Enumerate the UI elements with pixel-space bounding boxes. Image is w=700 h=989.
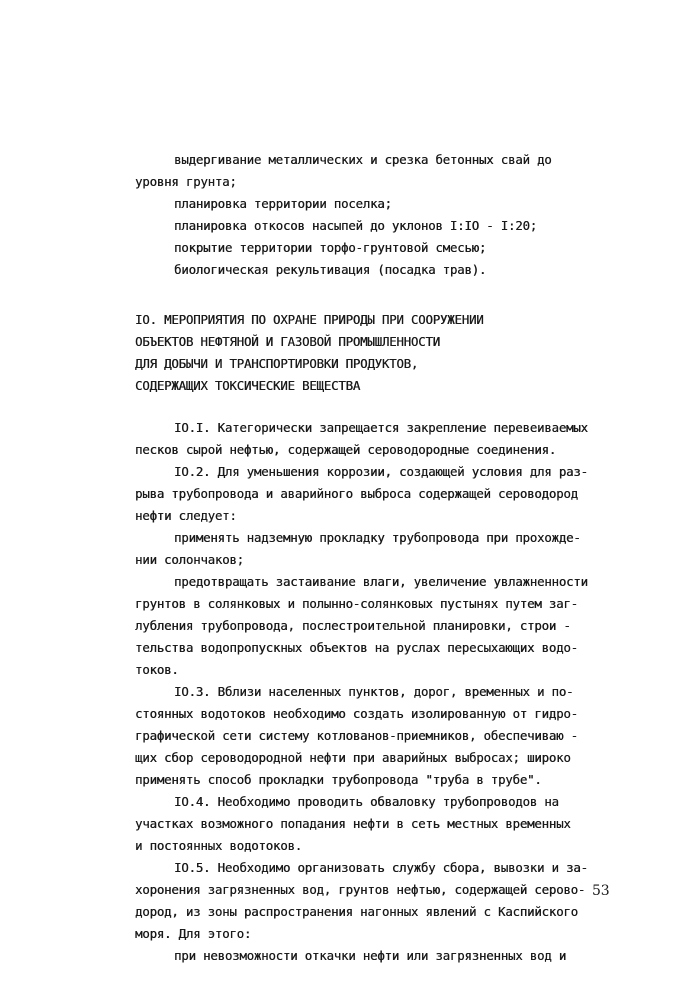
body-line: стоянных водотоков необходимо создать изолированную от гидро- xyxy=(135,706,578,721)
page-number: 53 xyxy=(592,883,610,899)
intro-line: выдергивание металлических и срезка бетонных свай до xyxy=(174,152,552,167)
body-line: IO.3. Вблизи населенных пунктов, дорог, временных и по- xyxy=(174,684,574,699)
body-line: применять надземную прокладку трубопровода при прохожде- xyxy=(174,530,581,545)
body-line: песков сырой нефтью, содержащей сероводородные соединения. xyxy=(135,442,557,457)
body-line: хоронения загрязненных вод, грунтов нефтью, содержащей серово- xyxy=(135,882,586,897)
section-heading-line: IO. МЕРОПРИЯТИЯ ПО ОХРАНЕ ПРИРОДЫ ПРИ СООРУЖЕНИИ xyxy=(135,312,484,327)
body-line: грунтов в солянковых и полынно-солянковых пустынях путем заг- xyxy=(135,596,578,611)
body-line: лубления трубопровода, послестроительной планировки, строи - xyxy=(135,618,571,633)
body-line: при невозможности откачки нефти или загрязненных вод и xyxy=(174,948,567,963)
intro-line: биологическая рекультивация (посадка трав). xyxy=(174,262,487,277)
body-line: щих сбор сероводородной нефти при аварийных выбросах; широко xyxy=(135,750,571,765)
body-line: IO.4. Необходимо проводить обваловку трубопроводов на xyxy=(174,794,559,809)
body-line: дород, из зоны распространения нагонных явлений с Каспийского xyxy=(135,904,578,919)
body-line: токов. xyxy=(135,662,179,677)
body-line: IO.2. Для уменьшения коррозии, создающей условия для раз- xyxy=(174,464,588,479)
body-line: графической сети систему котлованов-приемников, обеспечиваю - xyxy=(135,728,578,743)
body-line: IO.I. Категорически запрещается закрепление перевеиваемых xyxy=(174,420,588,435)
body-line: нефти следует: xyxy=(135,508,237,523)
intro-line: покрытие территории торфо-грунтовой смесью; xyxy=(174,240,487,255)
body-line: предотвращать застаивание влаги, увеличение увлажненности xyxy=(174,574,588,589)
body-line: рыва трубопровода и аварийного выброса содержащей сероводород xyxy=(135,486,578,501)
section-heading-line: СОДЕРЖАЩИХ ТОКСИЧЕСКИЕ ВЕЩЕСТВА xyxy=(135,378,361,393)
section-heading-line: ОБЪЕКТОВ НЕФТЯНОЙ И ГАЗОВОЙ ПРОМЫШЛЕННОСТИ xyxy=(135,334,440,349)
body-line: моря. Для этого: xyxy=(135,926,252,941)
body-line: тельства водопропускных объектов на руслах пересыхающих водо- xyxy=(135,640,578,655)
body-line: применять способ прокладки трубопровода "труба в трубе". xyxy=(135,772,542,787)
body-line: и постоянных водотоков. xyxy=(135,838,302,853)
section-heading-line: ДЛЯ ДОБЫЧИ И ТРАНСПОРТИРОВКИ ПРОДУКТОВ, xyxy=(135,356,419,371)
body-line: нии солончаков; xyxy=(135,552,244,567)
intro-line: уровня грунта; xyxy=(135,174,237,189)
intro-line: планировка территории поселка; xyxy=(174,196,392,211)
body-line: IO.5. Необходимо организовать службу сбора, вывозки и за- xyxy=(174,860,588,875)
body-line: участках возможного попадания нефти в сеть местных временных xyxy=(135,816,571,831)
intro-line: планировка откосов насыпей до уклонов I:IO - I:20; xyxy=(174,218,537,233)
